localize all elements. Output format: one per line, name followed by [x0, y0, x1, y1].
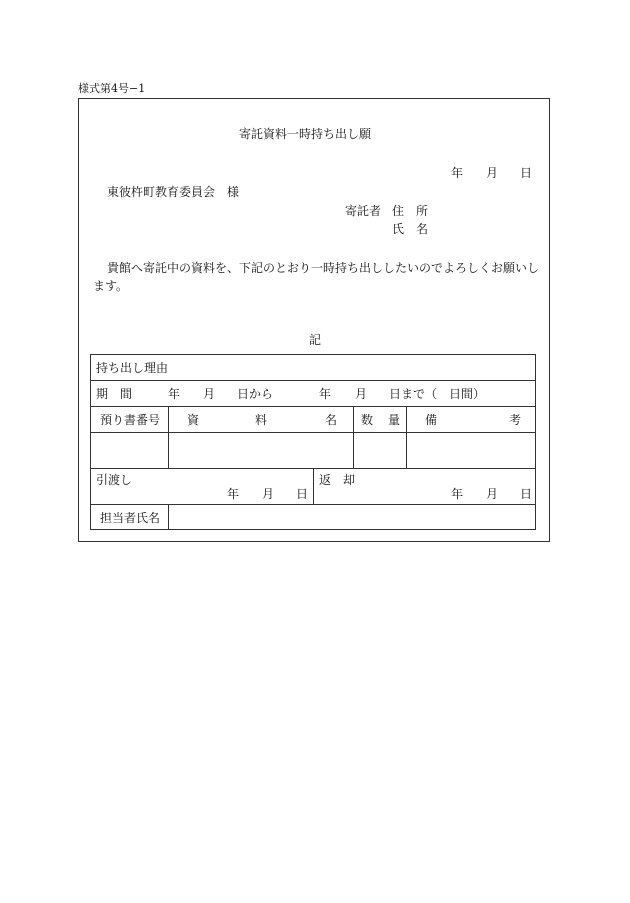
- header-remarks-2: 考: [509, 413, 522, 427]
- date-month: 月: [486, 166, 499, 180]
- handover-month: 月: [262, 487, 275, 501]
- row-divider: [91, 432, 535, 433]
- col-divider: [353, 406, 354, 468]
- form-number: 様式第4号−1: [78, 82, 146, 95]
- header-material-3: 名: [325, 413, 338, 427]
- row-divider: [91, 406, 535, 407]
- addressee: 東彼杵町教育委員会 様: [107, 185, 240, 199]
- header-material-1: 資: [187, 413, 200, 427]
- reason-label: 持ち出し理由: [96, 361, 169, 375]
- header-material-2: 料: [255, 413, 268, 427]
- date-year: 年: [451, 166, 464, 180]
- period-end-year: 年: [319, 387, 332, 401]
- record-label: 記: [309, 333, 322, 347]
- period-end-month: 月: [355, 387, 368, 401]
- row-divider: [91, 504, 535, 505]
- header-deposit-no: 預り書番号: [100, 413, 161, 427]
- depositor-label: 寄託者: [345, 204, 382, 218]
- handover-label: 引渡し: [96, 473, 133, 487]
- form-title: 寄託資料一時持ち出し願: [239, 127, 372, 141]
- col-divider: [168, 504, 169, 529]
- col-divider: [406, 406, 407, 468]
- request-table: [90, 354, 536, 530]
- return-month: 月: [486, 487, 499, 501]
- row-divider: [91, 380, 535, 381]
- col-divider: [168, 406, 169, 468]
- address-label: 住 所: [392, 204, 429, 218]
- return-year: 年: [451, 487, 464, 501]
- body-text-line-2: ます。: [93, 279, 129, 293]
- handover-day: 日: [296, 487, 309, 501]
- body-text-line-1: 貴館へ寄託中の資料を、下記のとおり一時持ち出ししたいのでよろしくお願いし: [107, 261, 540, 275]
- header-remarks-1: 備: [425, 413, 438, 427]
- header-quantity-2: 量: [388, 413, 401, 427]
- handover-year: 年: [227, 487, 240, 501]
- period-start-year: 年: [168, 387, 181, 401]
- col-divider: [313, 468, 314, 504]
- period-label: 期 間: [96, 387, 133, 401]
- period-start-month: 月: [203, 387, 216, 401]
- return-label: 返 却: [319, 473, 356, 487]
- person-in-charge-label: 担当者氏名: [100, 511, 161, 525]
- return-day: 日: [520, 487, 533, 501]
- period-end-day: 日まで（ 日間）: [389, 387, 486, 401]
- name-label: 氏 名: [392, 222, 429, 236]
- date-day: 日: [520, 166, 533, 180]
- header-quantity-1: 数: [361, 413, 374, 427]
- period-start-day: 日から: [237, 387, 274, 401]
